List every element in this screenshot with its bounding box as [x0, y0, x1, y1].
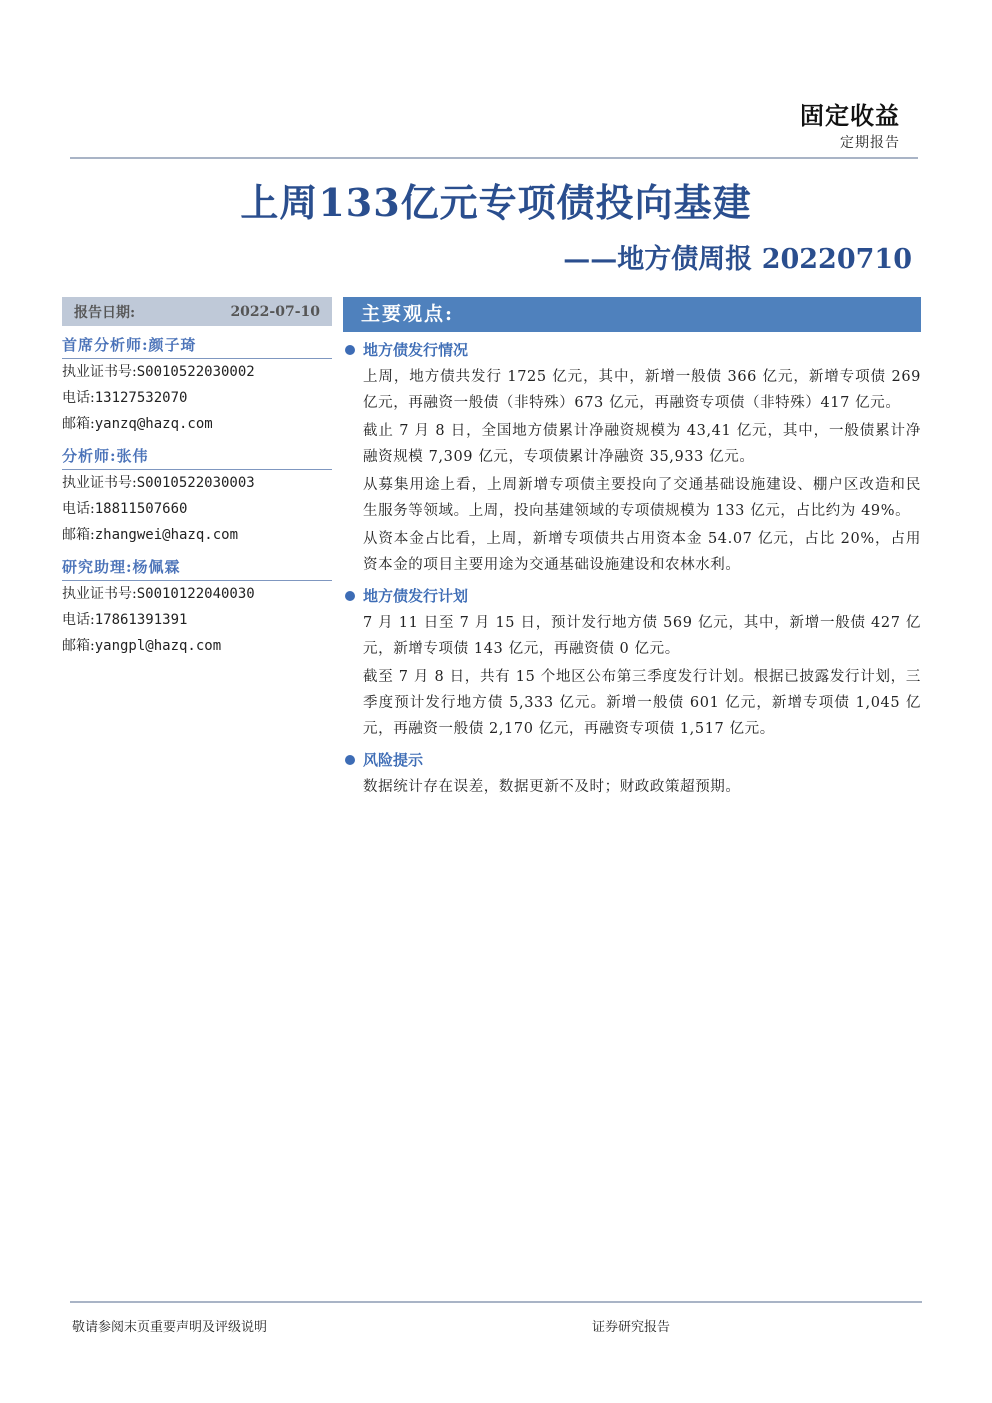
- analyst-role: 分析师:张伟: [62, 443, 332, 470]
- phone-line: [62, 385, 332, 411]
- section-title: 地方债发行情况: [363, 341, 469, 359]
- license-number: S0010522030002: [136, 364, 255, 380]
- license-line: [62, 470, 332, 496]
- report-type: 定期报告: [840, 135, 900, 151]
- page-subtitle: ——地方债周报 20220710: [563, 244, 912, 275]
- paragraph: 截止 7 月 8 日，全国地方债累计净融资规模为 43,41 亿元，其中，一般债累计净融资规模 7,309 亿元，专项债累计净融资 35,933 亿元。: [363, 423, 921, 465]
- phone-label: 电话:: [62, 390, 95, 406]
- email-address[interactable]: zhangwei@hazq.com: [94, 527, 239, 543]
- phone-number: 17861391391: [94, 612, 188, 628]
- section-title: 风险提示: [363, 751, 424, 769]
- paragraph: 从资本金占比看，上周，新增专项债共占用资本金 54.07 亿元，占比 20%，占用资本金的项目主要用途为交通基础设施建设和农林水利。: [363, 531, 921, 573]
- header-divider: [70, 157, 918, 159]
- phone-line: [62, 607, 332, 633]
- analyst-role: 研究助理:杨佩霖: [62, 554, 332, 581]
- section-heading-risk: [343, 750, 921, 770]
- license-line: [62, 581, 332, 607]
- footer-divider: [70, 1301, 922, 1303]
- bullet-dot-icon: [345, 345, 355, 355]
- phone-number: 13127532070: [94, 390, 188, 406]
- report-date-label: 报告日期:: [74, 304, 136, 321]
- phone-label: 电话:: [62, 501, 95, 517]
- key-points-panel: [343, 297, 921, 800]
- analyst-block: [62, 332, 332, 437]
- email-address[interactable]: yanzq@hazq.com: [94, 416, 213, 432]
- phone-label: 电话:: [62, 612, 95, 628]
- email-label: 邮箱:: [62, 527, 95, 543]
- email-line: [62, 411, 332, 437]
- report-category: 固定收益: [800, 101, 900, 130]
- paragraph: 上周，地方债共发行 1725 亿元，其中，新增一般债 366 亿元，新增专项债 269 亿元，再融资一般债（非特殊）673 亿元，再融资专项债（非特殊）417 亿元。: [363, 369, 921, 411]
- license-number: S0010522030003: [136, 475, 255, 491]
- paragraph: 7 月 11 日至 7 月 15 日，预计发行地方债 569 亿元，其中，新增一般债 427 亿元，新增专项债 143 亿元，再融资债 0 亿元。: [363, 615, 921, 657]
- report-date-box: [62, 297, 332, 326]
- email-line: [62, 633, 332, 659]
- page-title: 上周133亿元专项债投向基建: [240, 180, 752, 225]
- license-label: 执业证书号:: [62, 586, 137, 602]
- report-date-value: 2022-07-10: [230, 303, 320, 320]
- bullet-dot-icon: [345, 755, 355, 765]
- license-label: 执业证书号:: [62, 364, 137, 380]
- phone-number: 18811507660: [94, 501, 188, 517]
- paragraph: 从募集用途上看，上周新增专项债主要投向了交通基础设施建设、棚户区改造和民生服务等领域。上周，投向基建领域的专项债规模为 133 亿元，占比约为 49%。: [363, 477, 921, 519]
- analyst-block: [62, 554, 332, 659]
- license-line: [62, 359, 332, 385]
- phone-line: [62, 496, 332, 522]
- section-title: 地方债发行计划: [363, 587, 469, 605]
- footer-disclaimer: 敬请参阅末页重要声明及评级说明: [72, 1320, 268, 1335]
- section-heading-plan: [343, 586, 921, 606]
- paragraph: 数据统计存在误差，数据更新不及时；财政政策超预期。: [363, 779, 741, 795]
- key-points-heading: 主要观点:: [343, 297, 921, 332]
- license-label: 执业证书号:: [62, 475, 137, 491]
- license-number: S0010122040030: [136, 586, 255, 602]
- section-heading-issuance: [343, 340, 921, 360]
- analyst-block: [62, 443, 332, 548]
- email-label: 邮箱:: [62, 416, 95, 432]
- email-label: 邮箱:: [62, 638, 95, 654]
- email-address[interactable]: yangpl@hazq.com: [94, 638, 222, 654]
- analyst-sidebar: [62, 297, 332, 659]
- footer-report-label: 证券研究报告: [592, 1320, 671, 1335]
- bullet-dot-icon: [345, 591, 355, 601]
- email-line: [62, 522, 332, 548]
- analyst-role: 首席分析师:颜子琦: [62, 332, 332, 359]
- paragraph: 截至 7 月 8 日，共有 15 个地区公布第三季度发行计划。根据已披露发行计划，三季度预计发行地方债 5,333 亿元。新增一般债 601 亿元，新增专项债 1,045 亿元，再融资一般债 2,170 亿元，再融资专项债 1,517 亿元。: [363, 669, 921, 737]
